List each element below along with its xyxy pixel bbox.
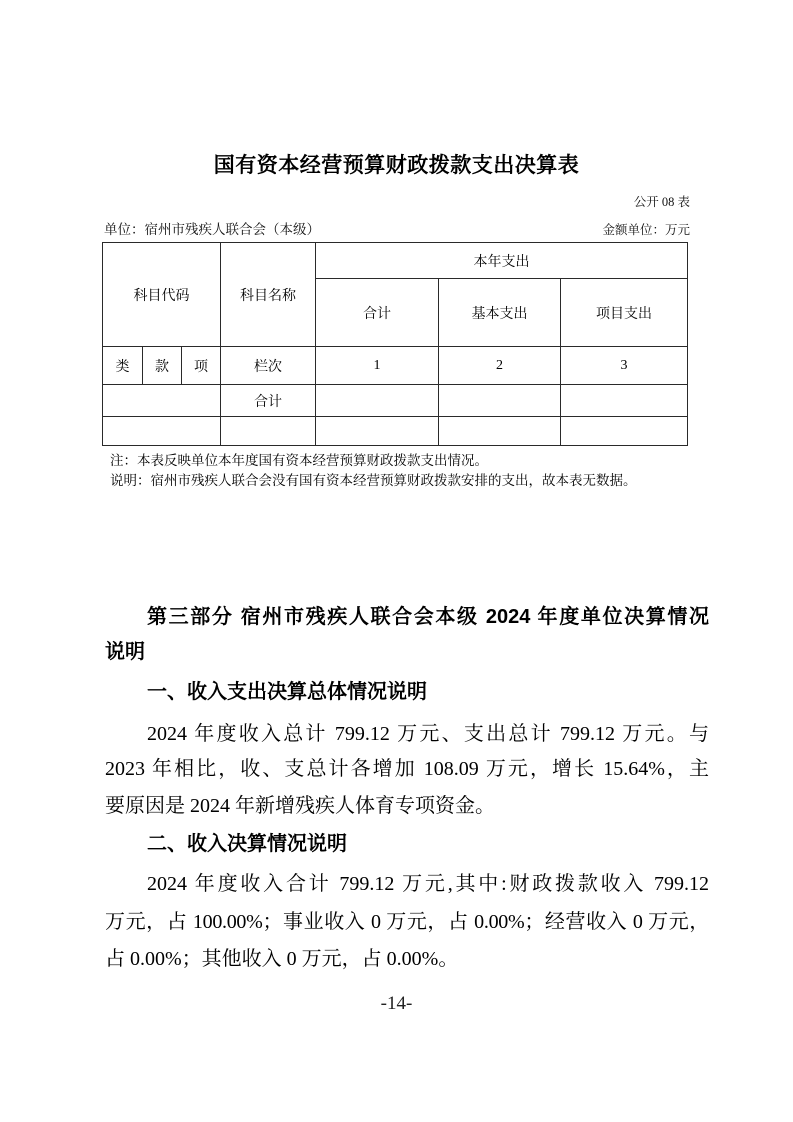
th-basic-expenditure: 基本支出 — [439, 279, 561, 347]
th-col-1: 1 — [316, 347, 439, 385]
th-subject-name: 科目名称 — [221, 243, 316, 347]
amount-unit-label: 金额单位：万元 — [602, 223, 690, 237]
th-section: 款 — [143, 347, 182, 385]
page-number: -14- — [380, 993, 413, 1014]
table-note-2: 说明：宿州市残疾人联合会没有国有资本经营预算财政拨款安排的支出，故本表无数据。 — [110, 473, 637, 488]
cell-total — [316, 417, 439, 446]
cell-name — [221, 417, 316, 446]
table-header-row-1 — [103, 243, 688, 279]
expenditure-table — [102, 242, 688, 446]
th-col-2: 2 — [439, 347, 561, 385]
cell-project — [561, 385, 688, 417]
para2-line-1: 2024 年度收入合计 799.12 万元,其中:财政拨款收入 799.12 — [147, 873, 709, 895]
cell-basic — [439, 385, 561, 417]
table-note-1: 注：本表反映单位本年度国有资本经营预算财政拨款支出情况。 — [110, 453, 488, 468]
cell-basic — [439, 417, 561, 446]
para1-line-2: 2023 年相比，收、支总计各增加 108.09 万元，增长 15.64%，主 — [105, 758, 709, 780]
cell-name: 合计 — [221, 385, 316, 417]
th-item: 项 — [182, 347, 221, 385]
th-col-3: 3 — [561, 347, 688, 385]
table-notes — [110, 451, 637, 491]
section-title-line-1: 第三部分 宿州市残疾人联合会本级 2024 年度单位决算情况 — [147, 606, 709, 628]
heading-income-expenditure-overview: 一、收入支出决算总体情况说明 — [147, 681, 427, 703]
cell-code — [103, 385, 221, 417]
table-row-empty — [103, 417, 688, 446]
table-row-total — [103, 385, 688, 417]
cell-code — [103, 417, 221, 446]
para1-line-1: 2024 年度收入总计 799.12 万元、支出总计 799.12 万元。与 — [147, 723, 709, 745]
unit-label: 单位：宿州市残疾人联合会（本级） — [104, 222, 320, 237]
document-title: 国有资本经营预算财政拨款支出决算表 — [213, 154, 580, 177]
th-project-expenditure: 项目支出 — [561, 279, 688, 347]
th-category: 类 — [103, 347, 143, 385]
cell-project — [561, 417, 688, 446]
th-column-label: 栏次 — [221, 347, 316, 385]
public-table-code: 公开 08 表 — [633, 195, 690, 209]
th-total: 合计 — [316, 279, 439, 347]
para2-line-3: 占 0.00%；其他收入 0 万元，占 0.00%。 — [105, 948, 459, 970]
th-subject-code: 科目代码 — [103, 243, 221, 347]
para1-line-3: 要原因是 2024 年新增残疾人体育专项资金。 — [105, 795, 495, 817]
th-current-year-expenditure: 本年支出 — [316, 243, 688, 279]
para2-line-2: 万元，占 100.00%；事业收入 0 万元，占 0.00%；经营收入 0 万元， — [105, 911, 709, 933]
cell-total — [316, 385, 439, 417]
heading-income-details: 二、收入决算情况说明 — [147, 833, 347, 855]
table-column-index-row — [103, 347, 688, 385]
section-title-line-2: 说明 — [105, 641, 145, 663]
